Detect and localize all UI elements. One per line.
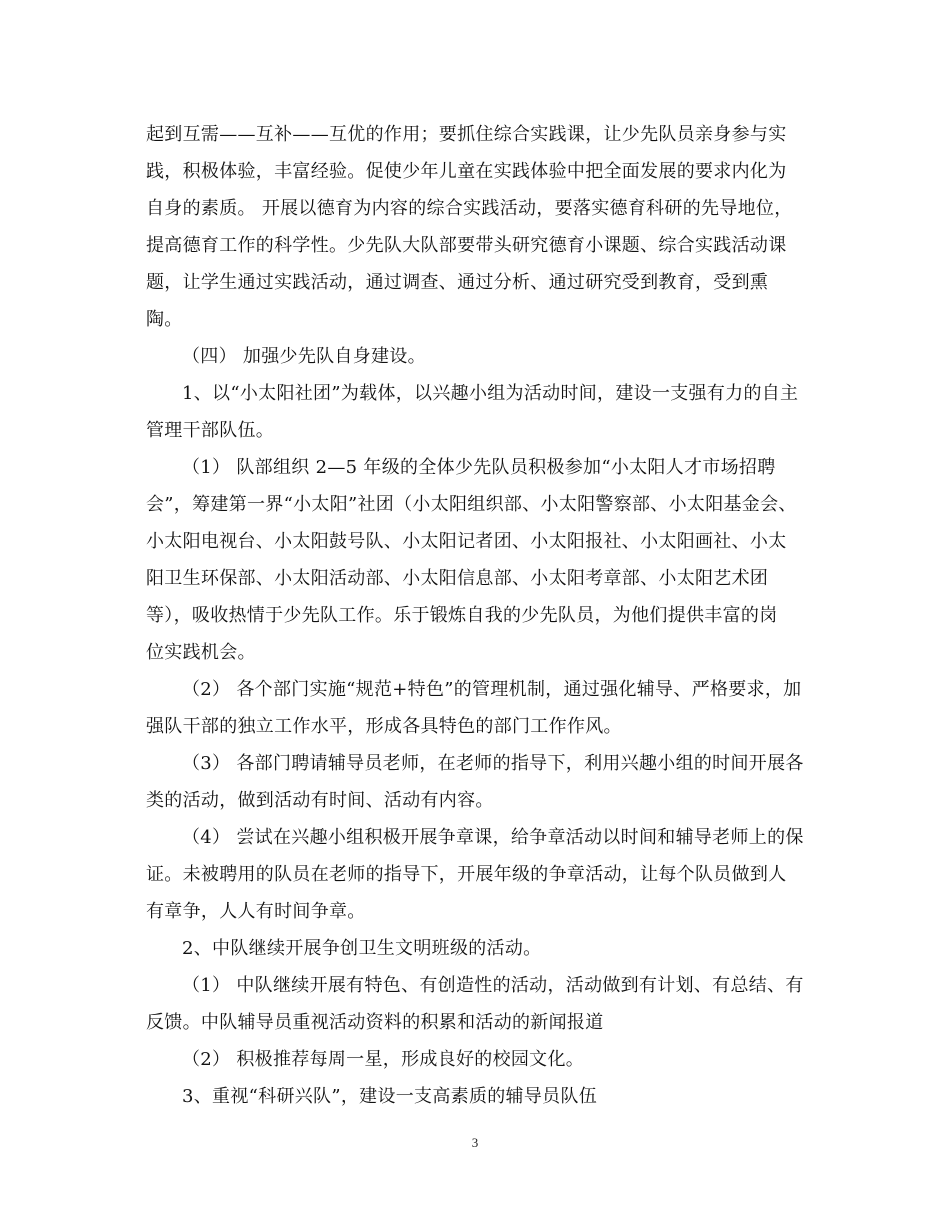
text-line: 类的活动，做到活动有时间、活动有内容。 <box>146 790 494 811</box>
text-line: 管理干部队伍。 <box>146 420 275 441</box>
text-line: 1、以“小太阳社团”为载体，以兴趣小组为活动时间，建设一支强有力的自主 <box>182 383 799 404</box>
text-line: 起到互需——互补——互优的作用；要抓住综合实践课，让少先队员亲身参与实 <box>146 124 787 145</box>
text-line: 陶。 <box>146 309 183 330</box>
text-line: 位实践机会。 <box>146 642 256 663</box>
text-line: （4） 尝试在兴趣小组积极开展争章课，给争章活动以时间和辅导老师上的保 <box>182 827 804 848</box>
text-line: 等），吸收热情于少先队工作。乐于锻炼自我的少先队员，为他们提供丰富的岗 <box>146 605 778 626</box>
text-line: 自身的素质。 开展以德育为内容的综合实践活动，要落实德育科研的先导地位， <box>146 198 793 219</box>
text-line: 会”，筹建第一界“小太阳”社团（小太阳组织部、小太阳警察部、小太阳基金会、 <box>146 494 797 515</box>
text-line: 有章争，人人有时间争章。 <box>146 901 366 922</box>
text-line: 3、重视“科研兴队”，建设一支高素质的辅导员队伍 <box>182 1086 598 1107</box>
text-line: （2） 积极推荐每周一星，形成良好的校园文化。 <box>182 1049 585 1070</box>
text-line: 小太阳电视台、小太阳鼓号队、小太阳记者团、小太阳报社、小太阳画社、小太 <box>146 531 787 552</box>
text-line: （3） 各部门聘请辅导员老师，在老师的指导下，利用兴趣小组的时间开展各 <box>182 753 804 774</box>
text-line: 阳卫生环保部、小太阳活动部、小太阳信息部、小太阳考章部、小太阳艺术团 <box>146 568 769 589</box>
text-line: 践，积极体验，丰富经验。促使少年儿童在实践体验中把全面发展的要求内化为 <box>146 161 787 182</box>
document-body <box>146 116 816 1115</box>
text-line: （2） 各个部门实施“规范+特色”的管理机制，通过强化辅导、严格要求，加 <box>182 679 802 700</box>
section-heading: （四） 加强少先队自身建设。 <box>182 346 426 367</box>
text-line: （1） 中队继续开展有特色、有创造性的活动，活动做到有计划、有总结、有 <box>182 975 804 996</box>
text-line: （1） 队部组织 2—5 年级的全体少先队员积极参加“小太阳人才市场招聘 <box>182 457 776 478</box>
text-line: 反馈。中队辅导员重视活动资料的积累和活动的新闻报道 <box>146 1012 604 1033</box>
page-number: 3 <box>471 1135 479 1150</box>
text-line: 提高德育工作的科学性。少先队大队部要带头研究德育小课题、综合实践活动课 <box>146 235 787 256</box>
text-line: 强队干部的独立工作水平，形成各具特色的部门工作作风。 <box>146 716 622 737</box>
text-line: 证。未被聘用的队员在老师的指导下，开展年级的争章活动，让每个队员做到人 <box>146 864 787 885</box>
text-line: 2、中队继续开展争创卫生文明班级的活动。 <box>182 938 542 959</box>
text-line: 题，让学生通过实践活动，通过调查、通过分析、通过研究受到教育，受到熏 <box>146 272 769 293</box>
